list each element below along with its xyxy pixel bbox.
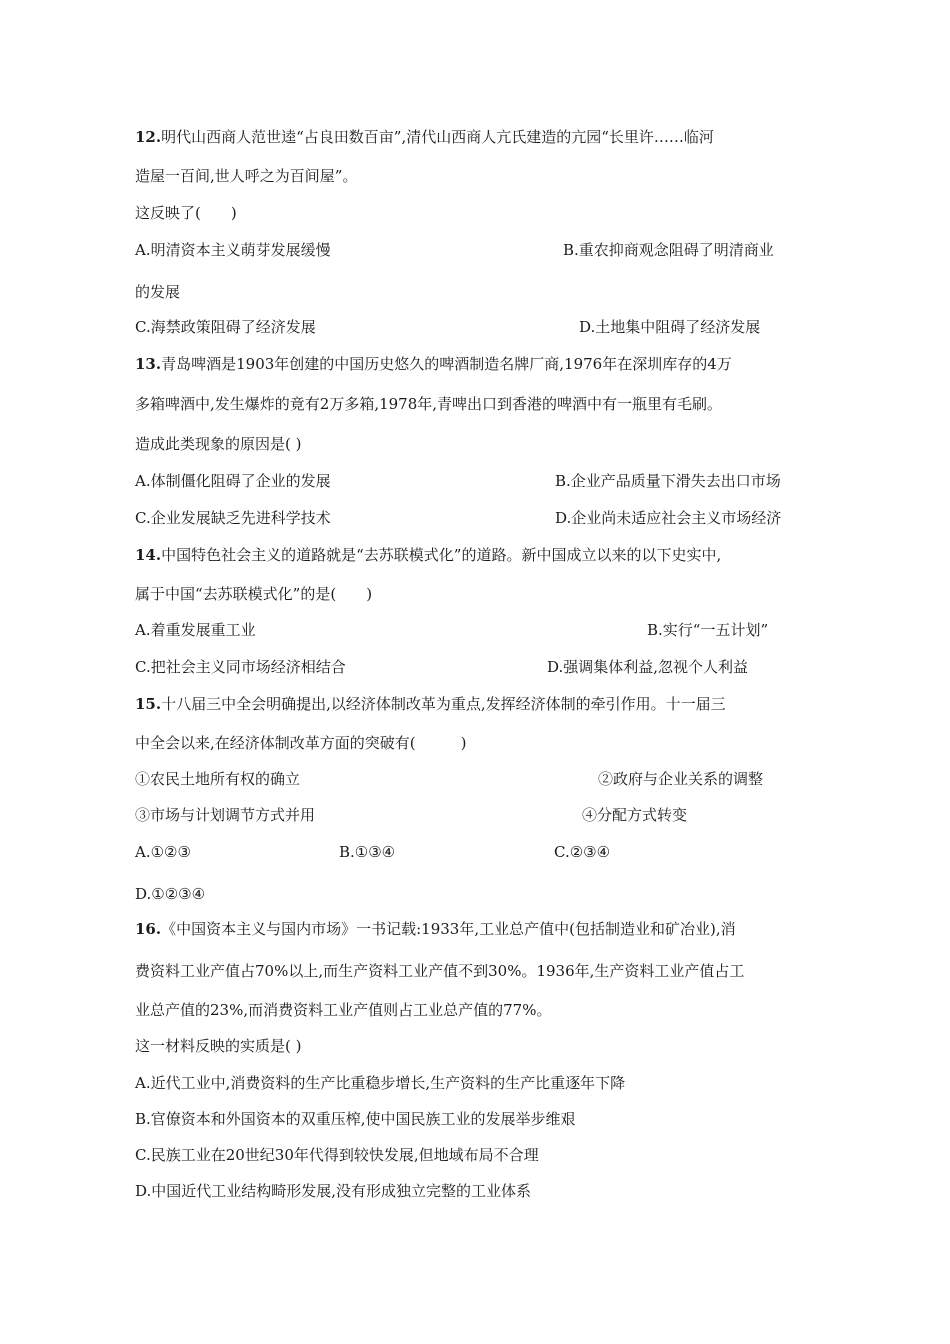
q14-number: 14. [135,546,162,564]
q16-option-d: D.中国近代工业结构畸形发展,没有形成独立完整的工业体系 [135,1182,532,1200]
q14-option-d: D.强调集体利益,忽视个人利益 [547,658,749,676]
q16-option-c: C.民族工业在20世纪30年代得到较快发展,但地域布局不合理 [135,1146,539,1164]
q16-prompt: 这一材料反映的实质是( ) [135,1037,302,1055]
q15-item-2: ②政府与企业关系的调整 [598,770,764,788]
q16-option-a: A.近代工业中,消费资料的生产比重稳步增长,生产资料的生产比重逐年下降 [135,1074,626,1092]
q13-prompt: 造成此类现象的原因是( ) [135,435,302,453]
q12-option-c: C.海禁政策阻碍了经济发展 [135,318,316,336]
q12-number: 12. [135,128,162,146]
q15-option-c: C.②③④ [554,843,611,861]
q13-stem-text1: 青岛啤酒是1903年创建的中国历史悠久的啤酒制造名牌厂商,1976年在深圳库存的4万 [161,355,732,373]
q14-option-c: C.把社会主义同市场经济相结合 [135,658,346,676]
q15-option-a: A.①②③ [135,843,191,861]
q15-item-3: ③市场与计划调节方式并用 [135,806,316,824]
q15-stem-line1 [135,694,726,714]
q14-option-b: B.实行“一五计划” [647,621,769,639]
q15-number: 15. [135,695,162,713]
q13-stem-line2: 多箱啤酒中,发生爆炸的竟有2万多箱,1978年,青啤出口到香港的啤酒中有一瓶里有毛刷。 [135,395,723,413]
q12-stem-line2: 造屋一百间,世人呼之为百间屋”。 [135,167,358,185]
q15-option-d: D.①②③④ [135,885,206,903]
q16-stem-line1 [135,919,736,939]
q12-prompt: 这反映了( ) [135,204,237,222]
q16-stem-line3: 业总产值的23%,而消费资料工业产值则占工业总产值的77%。 [135,1001,552,1019]
q13-option-b: B.企业产品质量下滑失去出口市场 [555,472,781,490]
q16-number: 16. [135,920,162,938]
q15-stem-line2: 中全会以来,在经济体制改革方面的突破有( ) [135,734,467,752]
q12-option-a: A.明清资本主义萌芽发展缓慢 [135,241,331,259]
q12-stem-line1 [135,127,714,147]
q14-option-a: A.着重发展重工业 [135,621,256,639]
q13-stem-line1 [135,354,732,374]
q15-item-4: ④分配方式转变 [582,806,688,824]
q16-option-b: B.官僚资本和外国资本的双重压榨,使中国民族工业的发展举步维艰 [135,1110,576,1128]
q16-stem-text1: 《中国资本主义与国内市场》一书记载:1933年,工业总产值中(包括制造业和矿冶业),消 [161,920,736,938]
q16-stem-line2: 费资料工业产值占70%以上,而生产资料工业产值不到30%。1936年,生产资料工业产值占工 [135,962,745,980]
q12-option-d: D.土地集中阻碍了经济发展 [579,318,761,336]
q15-item-1: ①农民土地所有权的确立 [135,770,301,788]
q15-stem-text1: 十八届三中全会明确提出,以经济体制改革为重点,发挥经济体制的牵引作用。十一届三 [161,695,726,713]
q12-option-b-continued: 的发展 [135,283,181,301]
q13-number: 13. [135,355,162,373]
q13-option-c: C.企业发展缺乏先进科学技术 [135,509,331,527]
q15-option-b: B.①③④ [339,843,396,861]
q14-stem-text1: 中国特色社会主义的道路就是“去苏联模式化”的道路。新中国成立以来的以下史实中, [161,546,722,564]
q13-option-a: A.体制僵化阻碍了企业的发展 [135,472,331,490]
q14-stem-line1 [135,545,721,565]
q12-option-b: B.重农抑商观念阻碍了明清商业 [563,241,774,259]
q13-option-d: D.企业尚未适应社会主义市场经济 [555,509,782,527]
q12-stem-text1: 明代山西商人范世逵“占良田数百亩”,清代山西商人亢氏建造的亢园“长里许……临河 [161,128,714,146]
q14-stem-line2: 属于中国“去苏联模式化”的是( ) [135,585,373,603]
